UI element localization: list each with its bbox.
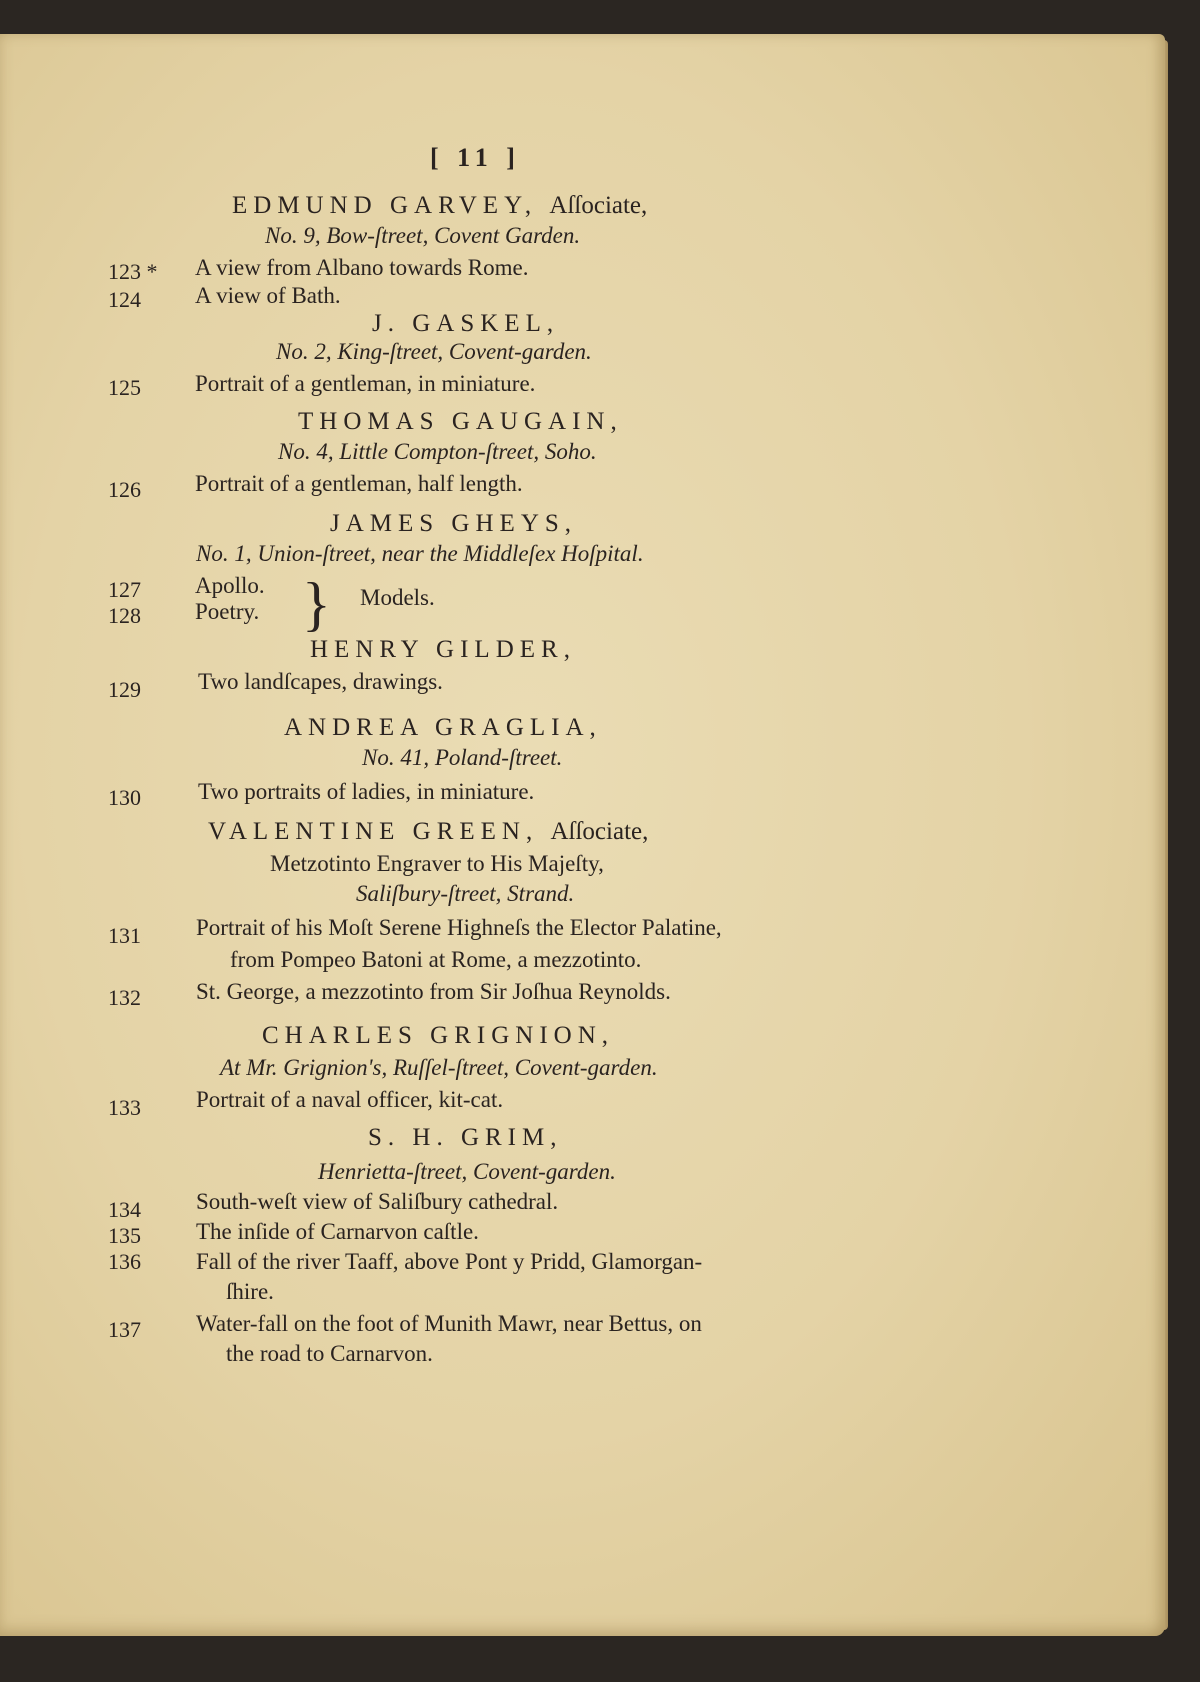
artist-name: S. H. GRIM, bbox=[368, 1124, 563, 1151]
group-label: Models. bbox=[360, 585, 435, 610]
artist-suffix: Aſſociate, bbox=[549, 192, 648, 219]
catalogue-number: 124 bbox=[108, 287, 141, 312]
catalogue-number: 135 bbox=[108, 1223, 141, 1248]
artist-name: EDMUND GARVEY, Aſſociate, bbox=[232, 192, 648, 219]
work-title-continued: ſhire. bbox=[226, 1279, 274, 1304]
artist-name: CHARLES GRIGNION, bbox=[262, 1022, 614, 1049]
work-title: St. George, a mezzotinto from Sir Joſhua Reynolds. bbox=[196, 979, 671, 1004]
artist-address: No. 9, Bow-ſtreet, Covent Garden. bbox=[265, 223, 581, 248]
artist-name: ANDREA GRAGLIA, bbox=[284, 714, 602, 741]
work-title: Portrait of a naval officer, kit-cat. bbox=[196, 1087, 504, 1112]
artist-address: At Mr. Grignion's, Ruſſel-ſtreet, Covent-garden. bbox=[220, 1055, 658, 1080]
artist-name: VALENTINE GREEN, Aſſociate, bbox=[208, 818, 649, 845]
catalogue-number: 130 bbox=[108, 785, 141, 810]
work-title: Two portraits of ladies, in miniature. bbox=[198, 779, 535, 804]
work-title: Two landſcapes, drawings. bbox=[198, 669, 443, 694]
artist-name: HENRY GILDER, bbox=[310, 636, 576, 663]
artist-address: Henrietta-ſtreet, Covent-garden. bbox=[318, 1159, 616, 1184]
artist-address: Saliſbury-ſtreet, Strand. bbox=[356, 881, 575, 906]
catalogue-number: 133 bbox=[108, 1095, 141, 1120]
catalogue-number: 131 bbox=[108, 923, 141, 948]
catalogue-number: 128 bbox=[108, 603, 141, 628]
catalogue-number: 126 bbox=[108, 477, 141, 502]
work-title: Fall of the river Taaff, above Pont y Pridd, Glamorgan- bbox=[196, 1249, 703, 1274]
catalogue-number: 134 bbox=[108, 1197, 141, 1222]
work-title: Portrait of a gentleman, half length. bbox=[195, 471, 523, 496]
work-title: A view of Bath. bbox=[195, 283, 341, 308]
artist-name: JAMES GHEYS, bbox=[330, 510, 578, 537]
artist-address: No. 41, Poland-ſtreet. bbox=[362, 745, 563, 770]
catalogue-number: 129 bbox=[108, 677, 141, 702]
work-title: Water-fall on the foot of Munith Mawr, near Bettus, on bbox=[196, 1311, 702, 1336]
page-folio: [ 11 ] bbox=[430, 143, 521, 172]
catalogue-number: 132 bbox=[108, 985, 141, 1010]
catalogue-number: 123 * bbox=[108, 259, 158, 284]
work-title-continued: from Pompeo Batoni at Rome, a mezzotinto. bbox=[230, 947, 642, 972]
artist-name: THOMAS GAUGAIN, bbox=[298, 408, 623, 435]
artist-title-line: Metzotinto Engraver to His Majeſty, bbox=[270, 851, 604, 876]
catalogue-number: 137 bbox=[108, 1317, 141, 1342]
work-title-continued: the road to Carnarvon. bbox=[226, 1341, 433, 1366]
work-title: A view from Albano towards Rome. bbox=[195, 255, 529, 280]
work-title: Apollo. bbox=[195, 573, 265, 598]
catalogue-number: 127 bbox=[108, 577, 141, 602]
catalogue-number: 136 bbox=[108, 1249, 141, 1274]
catalogue-page bbox=[0, 34, 1165, 1636]
artist-suffix: Aſſociate, bbox=[550, 818, 649, 845]
artist-address: No. 2, King-ſtreet, Covent-garden. bbox=[276, 339, 592, 364]
artist-name: J. GASKEL, bbox=[372, 310, 560, 337]
star-mark: * bbox=[146, 259, 158, 284]
work-title: South-weſt view of Saliſbury cathedral. bbox=[196, 1189, 559, 1214]
work-title: Poetry. bbox=[195, 599, 260, 624]
artist-address: No. 4, Little Compton-ſtreet, Soho. bbox=[278, 439, 597, 464]
catalogue-number: 125 bbox=[108, 375, 141, 400]
work-title: Portrait of a gentleman, in miniature. bbox=[195, 371, 536, 396]
work-title: Portrait of his Moſt Serene Highneſs the Elector Palatine, bbox=[196, 915, 722, 940]
grouping-brace: } bbox=[302, 571, 331, 637]
work-title: The inſide of Carnarvon caſtle. bbox=[196, 1219, 479, 1244]
artist-address: No. 1, Union-ſtreet, near the Middleſex Hoſpital. bbox=[196, 541, 644, 566]
